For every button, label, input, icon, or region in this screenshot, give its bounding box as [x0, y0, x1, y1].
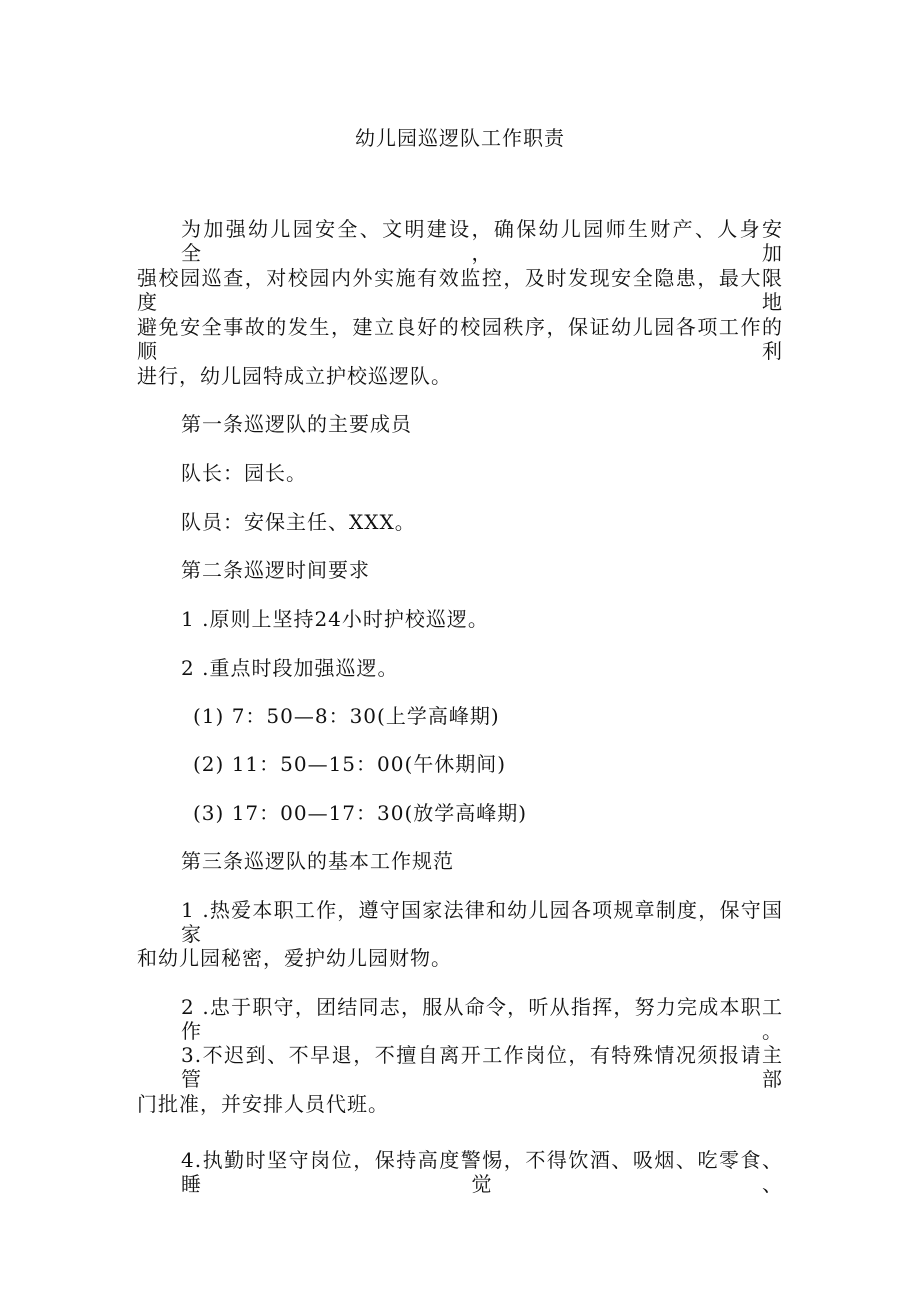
article3-heading: 第三条巡逻队的基本工作规范	[181, 849, 454, 873]
article2-item1: 1 .原则上坚持24小时护校巡逻。	[181, 607, 489, 631]
article1-heading: 第一条巡逻队的主要成员	[181, 412, 412, 436]
article3-item1-line1: 1 .热爱本职工作，遵守国家法律和幼儿园各项规章制度，保守国家	[181, 898, 783, 946]
article2-item2: 2 .重点时段加强巡逻。	[181, 656, 399, 680]
article2-period1: (1) 7：50—8：30(上学高峰期)	[193, 704, 500, 728]
article2-period2: (2) 11：50—15：00(午休期间)	[193, 752, 507, 776]
intro-line-4: 进行，幼儿园特成立护校巡逻队。	[137, 364, 452, 388]
article3-item4-line1: 4.执勤时坚守岗位，保持高度警惕，不得饮酒、吸烟、吃零食、睡觉、	[181, 1148, 783, 1196]
article2-heading: 第二条巡逻时间要求	[181, 558, 370, 582]
article3-item1-line2: 和幼儿园秘密，爱护幼儿园财物。	[137, 946, 452, 970]
article3-item2: 2 .忠于职守，团结同志，服从命令，听从指挥，努力完成本职工作。	[181, 995, 783, 1043]
page-title: 幼儿园巡逻队工作职责	[355, 126, 565, 150]
article2-period3: (3) 17：00—17：30(放学高峰期)	[193, 801, 528, 825]
intro-line-1: 为加强幼儿园安全、文明建设，确保幼儿园师生财产、人身安全，加	[181, 217, 783, 265]
article3-item3-line2: 门批准，并安排人员代班。	[137, 1092, 389, 1116]
intro-line-2: 强校园巡查，对校园内外实施有效监控，及时发现安全隐患，最大限度地	[137, 266, 783, 314]
intro-line-3: 避免安全事故的发生，建立良好的校园秩序，保证幼儿园各项工作的顺利	[137, 315, 783, 363]
article1-members: 队员：安保主任、XXX。	[181, 510, 416, 534]
article1-captain: 队长：园长。	[181, 461, 307, 485]
article3-item3-line1: 3.不迟到、不早退，不擅自离开工作岗位，有特殊情况须报请主管部	[181, 1043, 783, 1091]
